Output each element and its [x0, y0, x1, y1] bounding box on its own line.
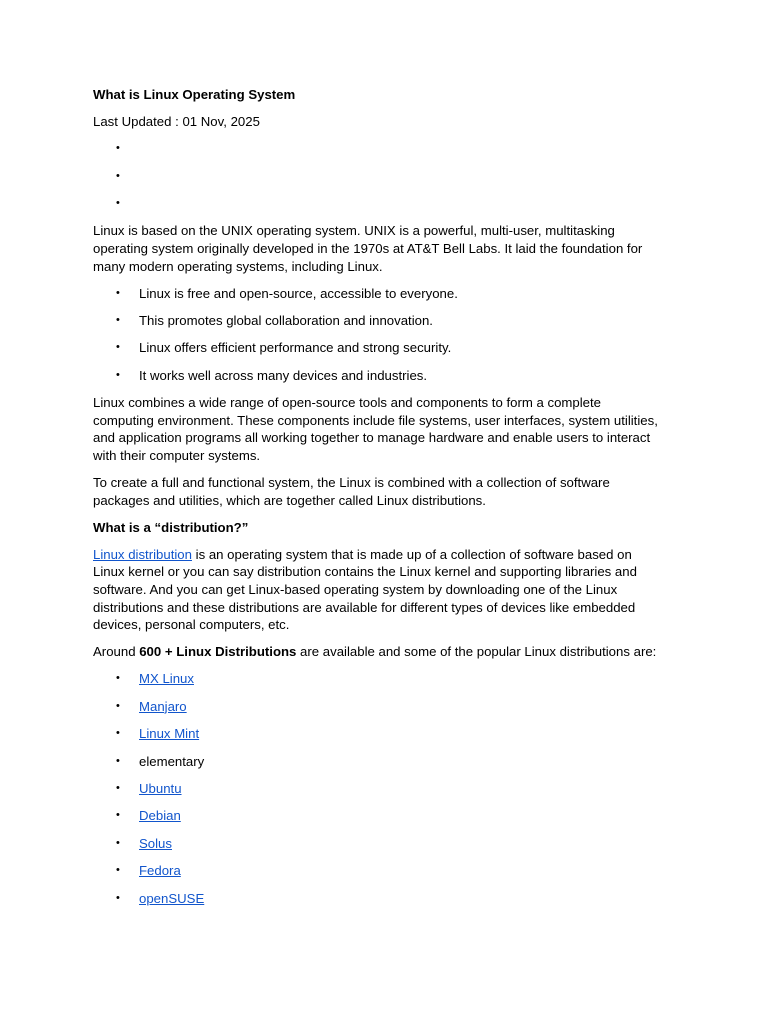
distro-link-opensuse[interactable]: openSUSE — [139, 890, 205, 906]
bullet-icon: • — [116, 699, 120, 712]
distro-link-manjaro[interactable]: Manjaro — [139, 698, 187, 714]
feature-text: It works well across many devices and industries. — [139, 367, 428, 383]
distro-item — [93, 725, 663, 743]
distro-link-debian[interactable]: Debian — [139, 808, 181, 824]
distro-link-mx-linux[interactable]: MX Linux — [139, 671, 194, 687]
feature-text: Linux offers efficient performance and strong security. — [139, 340, 452, 356]
bullet-icon: • — [116, 864, 120, 877]
functional-paragraph: To create a full and functional system, the Linux is combined with a collection of software packages and utilities, which are together called Linux distributions. — [93, 475, 610, 508]
feature-item — [93, 312, 663, 330]
distribution-heading: What is a “distribution?” — [93, 519, 249, 535]
distro-item — [93, 807, 663, 825]
around-prefix: Around — [93, 644, 140, 660]
empty-bullet — [93, 168, 663, 186]
distribution-text: is an operating system that is made up of a collection of software based on Linux kernel or you can say distribution contains the Linux kernel and supporting libraries and software. And you can get Linux-based operating system by downloading one of the Linux distributions and these distributions are available for different types of devices like embedded devices, personal computers, etc. — [93, 546, 637, 633]
feature-text: This promotes global collaboration and innovation. — [139, 313, 433, 329]
distro-text-elementary: elementary — [139, 753, 205, 769]
bullet-icon: • — [116, 196, 120, 209]
page-title: What is Linux Operating System — [93, 87, 296, 102]
last-updated: Last Updated : 01 Nov, 2025 — [93, 114, 260, 130]
bullet-icon: • — [116, 891, 120, 904]
distro-link-ubuntu[interactable]: Ubuntu — [139, 780, 182, 796]
bullet-icon: • — [116, 836, 120, 849]
bullet-icon: • — [116, 286, 120, 299]
feature-text: Linux is free and open-source, accessible to everyone. — [139, 285, 458, 301]
intro-paragraph: Linux is based on the UNIX operating system. UNIX is a powerful, multi-user, multitasking operating system originally developed in the 1970s at AT&T Bell Labs. It laid the foundation for many modern operating systems, including Linux. — [93, 223, 643, 274]
empty-bullet-list — [93, 140, 663, 212]
distro-item — [93, 835, 663, 853]
bullet-icon: • — [116, 727, 120, 740]
distro-item — [93, 698, 663, 716]
distro-item — [93, 753, 663, 771]
bullet-icon: • — [116, 341, 120, 354]
bullet-icon: • — [116, 672, 120, 685]
feature-item — [93, 367, 663, 385]
linux-distribution-link[interactable]: Linux distribution — [93, 546, 192, 562]
features-list — [93, 285, 663, 385]
distro-item — [93, 862, 663, 880]
empty-bullet — [93, 195, 663, 213]
distribution-count: 600 + Linux Distributions — [139, 644, 297, 660]
bullet-icon: • — [116, 169, 120, 182]
feature-item — [93, 339, 663, 357]
empty-bullet — [93, 140, 663, 158]
distro-item — [93, 780, 663, 798]
around-suffix: are available and some of the popular Linux distributions are: — [296, 644, 657, 660]
bullet-icon: • — [116, 781, 120, 794]
distro-link-fedora[interactable]: Fedora — [139, 863, 181, 879]
around-paragraph — [93, 643, 663, 661]
bullet-icon: • — [116, 314, 120, 327]
bullet-icon: • — [116, 809, 120, 822]
distro-item — [93, 890, 663, 908]
distro-item — [93, 670, 663, 688]
document-page — [93, 86, 663, 917]
distro-link-linux-mint[interactable]: Linux Mint — [139, 726, 200, 742]
distros-list — [93, 670, 663, 907]
bullet-icon: • — [116, 142, 120, 155]
distro-link-solus[interactable]: Solus — [139, 835, 172, 851]
components-paragraph: Linux combines a wide range of open-source tools and components to form a complete computing environment. These components include file systems, user interfaces, system utilities, and application programs all working together to manage hardware and enable users to interact with their computer systems. — [93, 395, 658, 463]
feature-item — [93, 285, 663, 303]
bullet-icon: • — [116, 368, 120, 381]
distribution-paragraph — [93, 546, 663, 634]
bullet-icon: • — [116, 754, 120, 767]
